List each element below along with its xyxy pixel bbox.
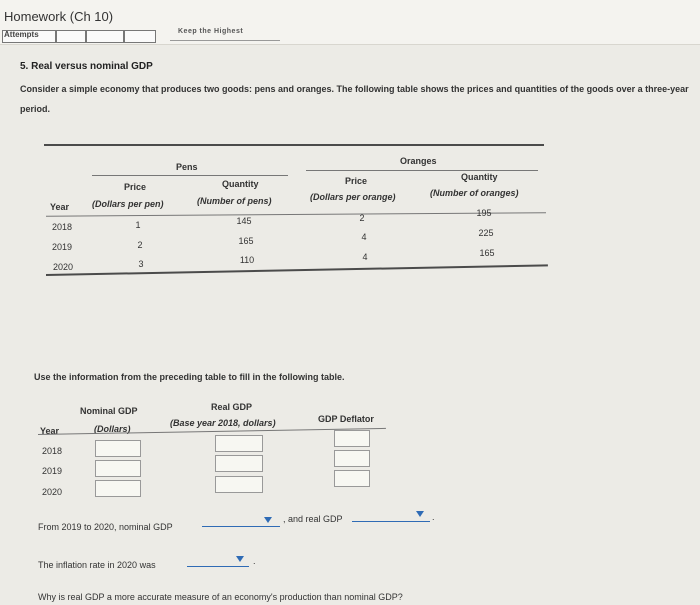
- orange-price-header: Price: [345, 176, 368, 186]
- gdp-deflator-2019-input[interactable]: [334, 450, 370, 467]
- nominal-gdp-unit: (Dollars): [94, 424, 131, 434]
- chevron-down-icon[interactable]: [236, 556, 244, 562]
- pen-price-unit: (Dollars per pen): [92, 199, 164, 209]
- statement2-suffix: .: [253, 556, 256, 566]
- real-gdp-2018-input[interactable]: [215, 435, 263, 452]
- t2-year-2018: 2018: [42, 446, 63, 456]
- assignment-title: Homework (Ch 10): [4, 9, 114, 24]
- row-2020-orange-qty: 165: [479, 248, 495, 258]
- question-heading: 5. Real versus nominal GDP: [20, 61, 153, 72]
- pen-qty-header: Quantity: [222, 179, 259, 189]
- table-top-rule: [44, 144, 544, 146]
- row-2020-orange-price: 4: [362, 252, 368, 262]
- row-2019-pen-qty: 165: [238, 236, 254, 246]
- footer-question: Why is real GDP a more accurate measure of an economy's production than nominal GDP?: [38, 592, 403, 602]
- row-2020-pen-qty: 110: [239, 255, 255, 265]
- statement1-middle: , and real GDP: [283, 514, 343, 524]
- chevron-down-icon[interactable]: [416, 511, 424, 517]
- oranges-group-rule: [306, 170, 538, 171]
- row-2018-pen-price: 1: [135, 220, 141, 230]
- attempts-label: Attempts: [4, 30, 39, 39]
- row-2019-orange-qty: 225: [478, 228, 494, 238]
- row-2019-orange-price: 4: [361, 232, 367, 242]
- pens-group-header: Pens: [176, 162, 198, 172]
- row-2018-year: 2018: [52, 222, 73, 232]
- pen-qty-unit: (Number of pens): [197, 196, 272, 206]
- row-2018-orange-price: 2: [359, 213, 365, 223]
- oranges-group-header: Oranges: [400, 156, 437, 166]
- question-intro: Consider a simple economy that produces two goods: pens and oranges. The following table shows the prices and quantities of the goods over a three-year period.: [20, 84, 689, 114]
- gdp-deflator-header: GDP Deflator: [318, 414, 374, 424]
- pens-group-rule: [92, 175, 288, 176]
- orange-price-unit: (Dollars per orange): [310, 192, 396, 202]
- row-2018-pen-qty: 145: [236, 216, 252, 226]
- attempt-box-2[interactable]: [86, 30, 124, 43]
- row-2018-orange-qty: 195: [476, 208, 492, 218]
- attempt-box-3[interactable]: [124, 30, 156, 43]
- t2-year-2019: 2019: [42, 466, 63, 476]
- real-gdp-header: Real GDP: [211, 402, 253, 412]
- attempt-box-1[interactable]: [56, 30, 86, 43]
- year-header: Year: [50, 202, 70, 212]
- keep-highest-label: Keep the Highest: [178, 28, 244, 35]
- statement1-prefix: From 2019 to 2020, nominal GDP: [38, 522, 173, 532]
- statement1-suffix: .: [432, 512, 435, 522]
- row-2019-year: 2019: [52, 242, 73, 252]
- orange-qty-unit: (Number of oranges): [430, 188, 519, 198]
- gdp-deflator-2018-input[interactable]: [334, 430, 370, 447]
- chevron-down-icon[interactable]: [264, 517, 272, 523]
- year-header-2: Year: [40, 426, 60, 436]
- real-gdp-2019-input[interactable]: [215, 455, 263, 472]
- t2-year-2020: 2020: [42, 487, 63, 497]
- header-divider: [170, 40, 280, 41]
- row-2019-pen-price: 2: [137, 240, 143, 250]
- nominal-gdp-header: Nominal GDP: [80, 406, 138, 416]
- nominal-gdp-2018-input[interactable]: [95, 440, 141, 457]
- statement2-prefix: The inflation rate in 2020 was: [38, 560, 156, 570]
- row-2020-year: 2020: [53, 262, 74, 272]
- gdp-deflator-2020-input[interactable]: [334, 470, 370, 487]
- real-gdp-unit: (Base year 2018, dollars): [170, 418, 276, 428]
- nominal-gdp-2019-input[interactable]: [95, 460, 141, 477]
- real-gdp-2020-input[interactable]: [215, 476, 263, 493]
- orange-qty-header: Quantity: [461, 172, 498, 182]
- row-2020-pen-price: 3: [138, 259, 144, 269]
- instruction-text: Use the information from the preceding table to fill in the following table.: [34, 372, 345, 382]
- pen-price-header: Price: [124, 182, 147, 192]
- nominal-gdp-2020-input[interactable]: [95, 480, 141, 497]
